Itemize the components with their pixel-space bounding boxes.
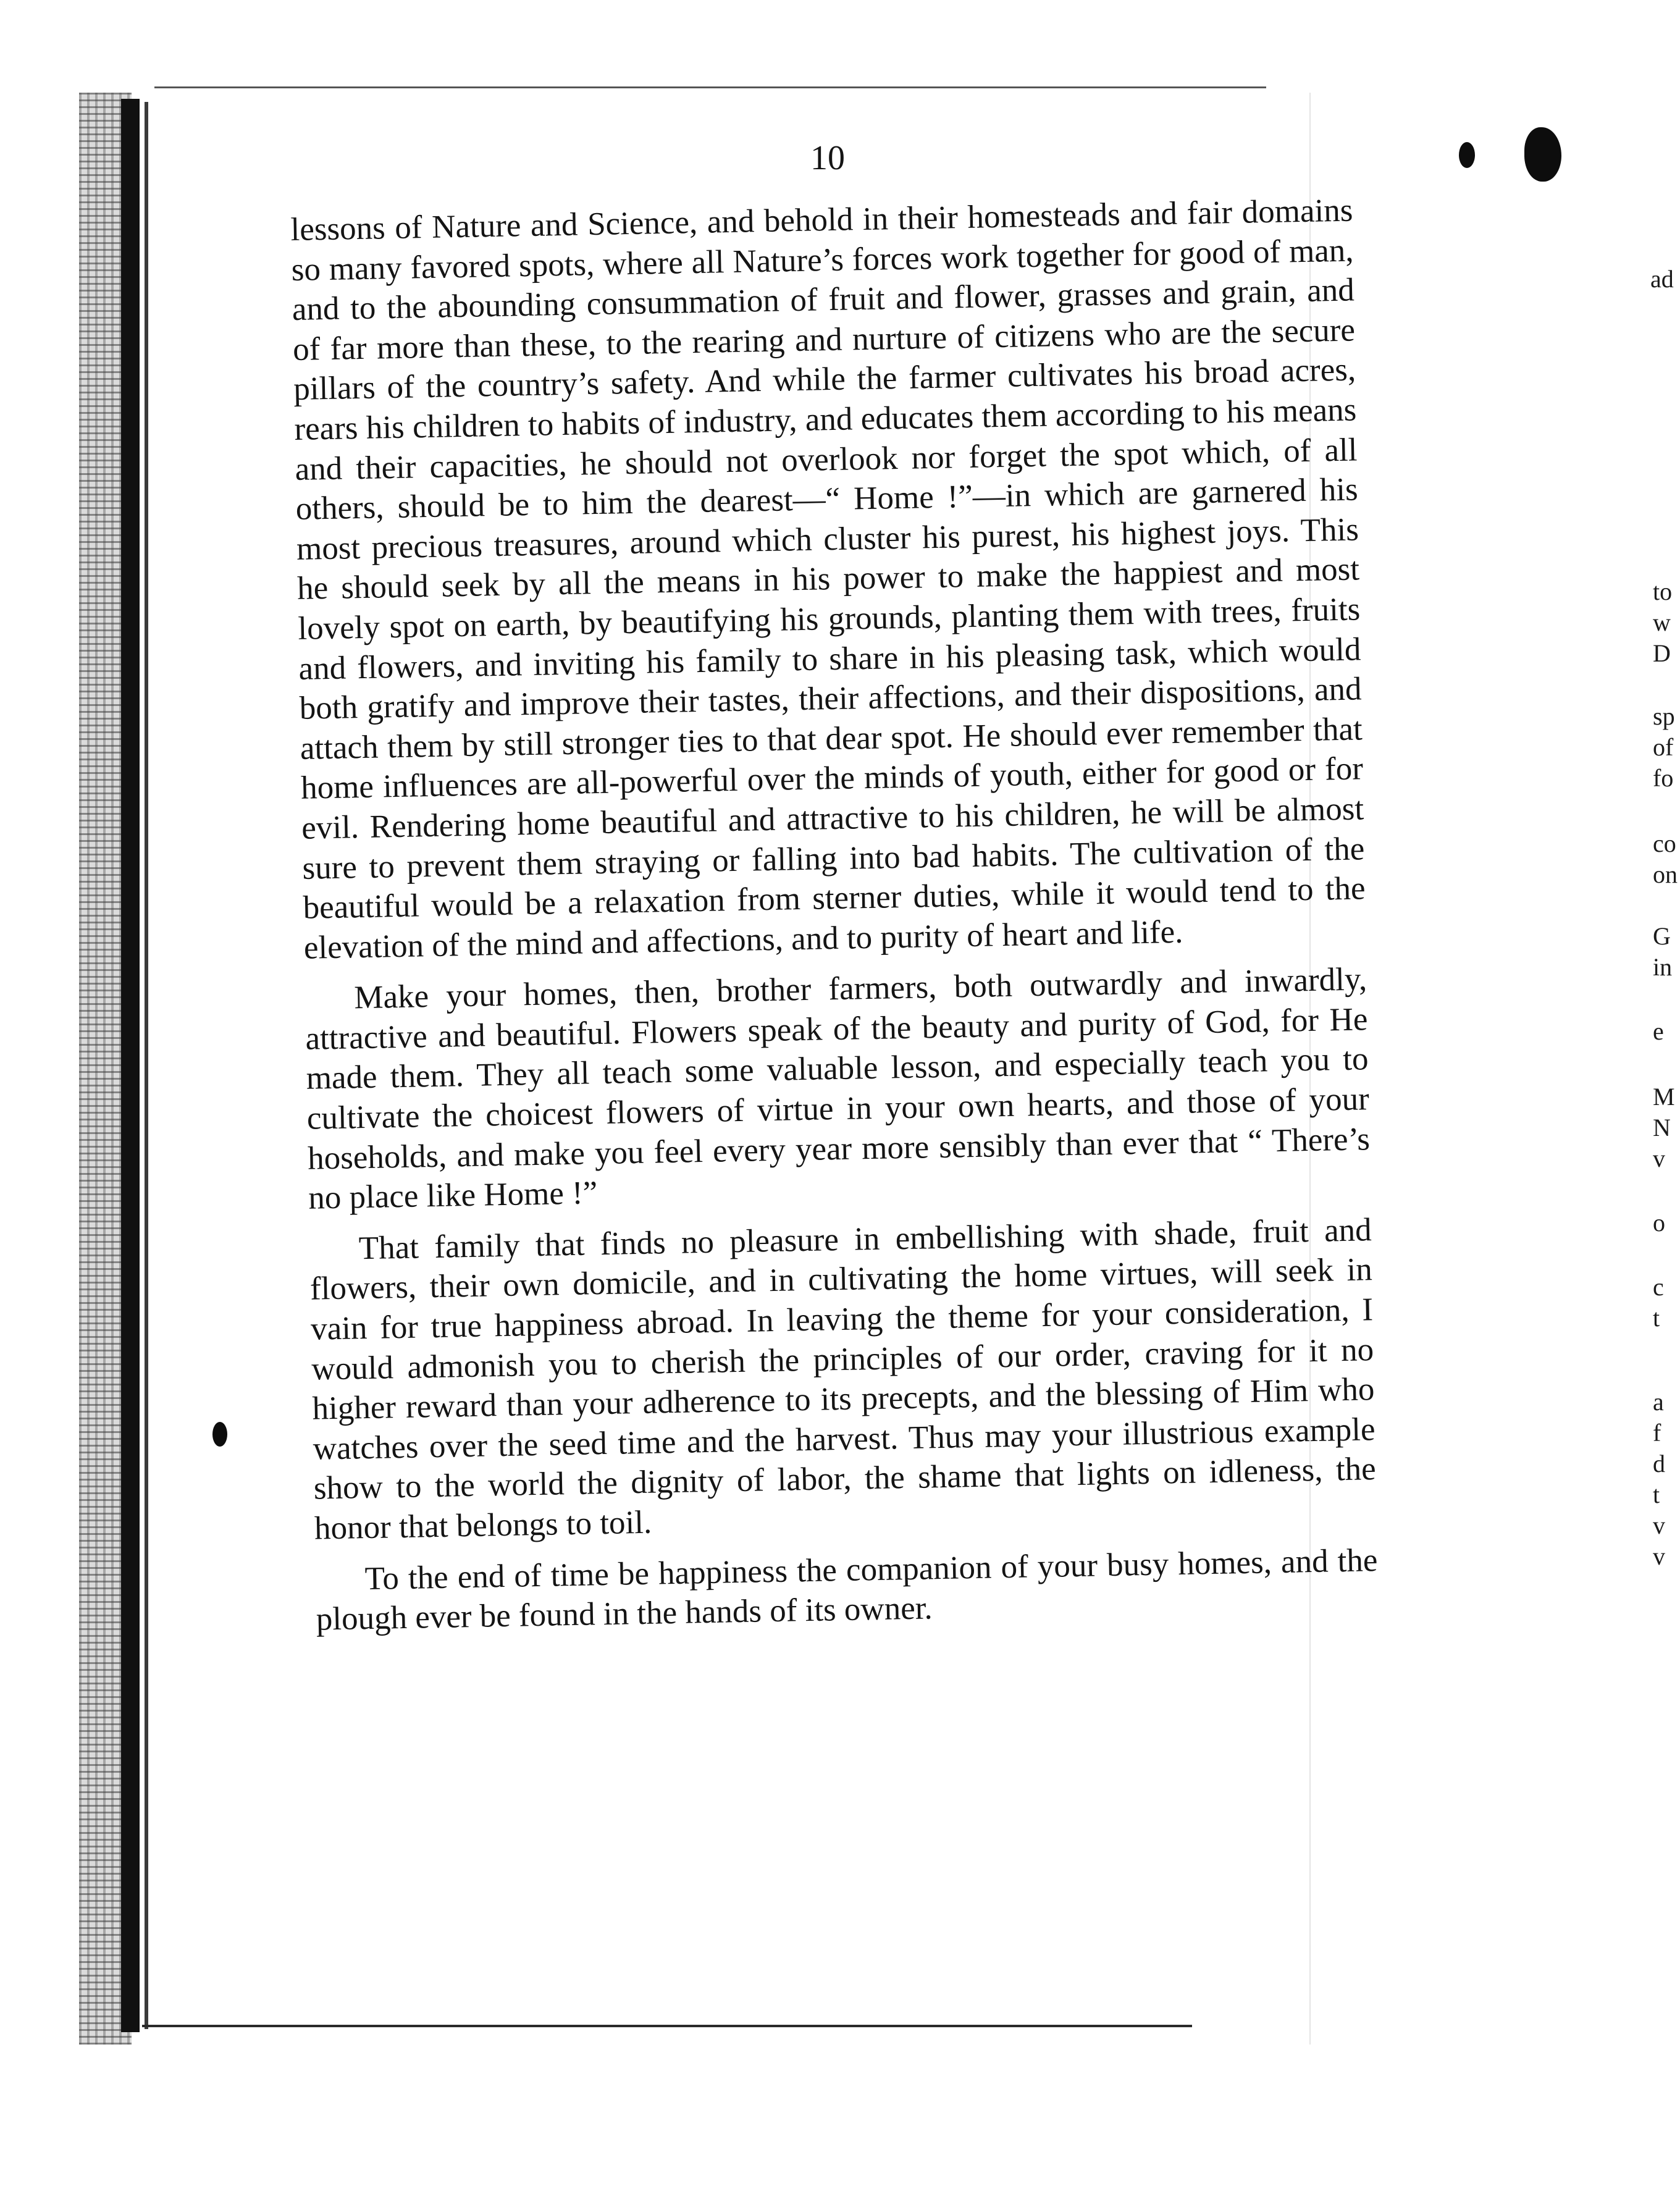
facing-page-fragment: ad: [1650, 265, 1674, 293]
facing-page-fragment: d: [1653, 1450, 1665, 1477]
facing-page-fragment: in: [1653, 953, 1673, 981]
facing-page-fragment: M: [1653, 1083, 1675, 1111]
facing-page-fragment: e: [1653, 1017, 1664, 1045]
book-spine: [121, 99, 140, 2032]
facing-page-fragment: fo: [1653, 764, 1674, 792]
page-bottom-edge: [142, 2025, 1192, 2027]
facing-page-fragment: a: [1653, 1388, 1664, 1416]
facing-page-fragment: on: [1653, 860, 1678, 888]
ink-blot: [1524, 127, 1561, 182]
paragraph: To the end of time be happiness the companion of your busy homes, and the plough ever be found in the hands of its owner.: [316, 1542, 1378, 1637]
facing-page-fragment: of: [1653, 733, 1674, 761]
facing-page-fragment: t: [1653, 1481, 1660, 1508]
facing-page-fragment: to: [1653, 578, 1673, 605]
facing-page-fragment: v: [1653, 1542, 1665, 1570]
facing-page-fragment: D: [1653, 639, 1671, 667]
body-text: [290, 190, 1379, 1639]
facing-page-fragment: v: [1653, 1511, 1665, 1539]
facing-page-fragment: G: [1653, 922, 1671, 950]
facing-page-fragment: sp: [1653, 702, 1675, 730]
facing-page-fragment: c: [1653, 1273, 1664, 1301]
paragraph: lessons of Nature and Science, and behold in their homesteads and fair domains so many favored spots, where all Nature’s forces work together for good of man, and to the abounding consummation of fruit and flower, grasses and grain, and of far more than these, to the rearing and nurture of citizens who are the secure pillars of the country’s safety. And while the farmer cultivates his broad acres, rears his children to habits of industry, and educates them according to his means and their capacities, he should not overlook nor forget the spot which, of all others, should be to him the dearest—“ Home !”—in which are garnered his most precious treasures, around which cluster his purest, his highest joys. This he should seek by all the means in his power to make the happiest and most lovely spot on earth, by beautifying his grounds, planting them with trees, fruits and flowers, and inviting his family to share in his pleasing task, which would both gratify and improve their tastes, their affections, and their dispositions, and attach them by still stronger ties to that dear spot. He should ever remember that home influences are all-powerful over the minds of youth, either for good or for evil. Rendering home beautiful and attractive to his children, he will be almost sure to prevent them straying or falling into bad habits. The cultivation of the beautiful would be a relaxation from sterner duties, while it would tend to the elevation of the mind and affections, and to purity of heart and life.: [290, 192, 1366, 966]
facing-page-fragment: v: [1653, 1145, 1665, 1172]
ink-blot: [1459, 142, 1475, 168]
facing-page-fragment: w: [1653, 608, 1671, 636]
facing-page-fragment: f: [1653, 1419, 1661, 1447]
facing-page-fragment: N: [1653, 1114, 1671, 1141]
page-top-edge: [154, 86, 1266, 88]
facing-page-fragment: t: [1653, 1304, 1660, 1332]
facing-page-fragment: o: [1653, 1209, 1665, 1237]
ink-blot: [212, 1422, 227, 1447]
paragraph: Make your homes, then, brother farmers, both outwardly and inwardly, attractive and beautiful. Flowers speak of the beauty and purity of God, for He made them. They all teach some valuable lesson, and especially teach you to cultivate the choicest flowers of virtue in your own hearts, and those of your hoseholds, and make you feel every year more sensibly than ever that “ There’s no place like Home !”: [305, 961, 1371, 1216]
spine-line: [145, 102, 148, 2029]
page-number: 10: [810, 139, 845, 177]
paragraph: That family that finds no pleasure in embellishing with shade, fruit and flowers, their own domicile, and in cultivating the home virtues, will seek in vain for true happiness abroad. In leaving the theme for your consideration, I would admonish you to cherish the principles of our order, craving for it no higher reward than your adherence to its precepts, and the blessing of Him who watches over the seed time and the harvest. Thus may your illustrious example show to the world the dignity of labor, the shame that lights on idleness, the honor that belongs to toil.: [309, 1212, 1377, 1547]
facing-page-fragment: co: [1653, 830, 1676, 857]
